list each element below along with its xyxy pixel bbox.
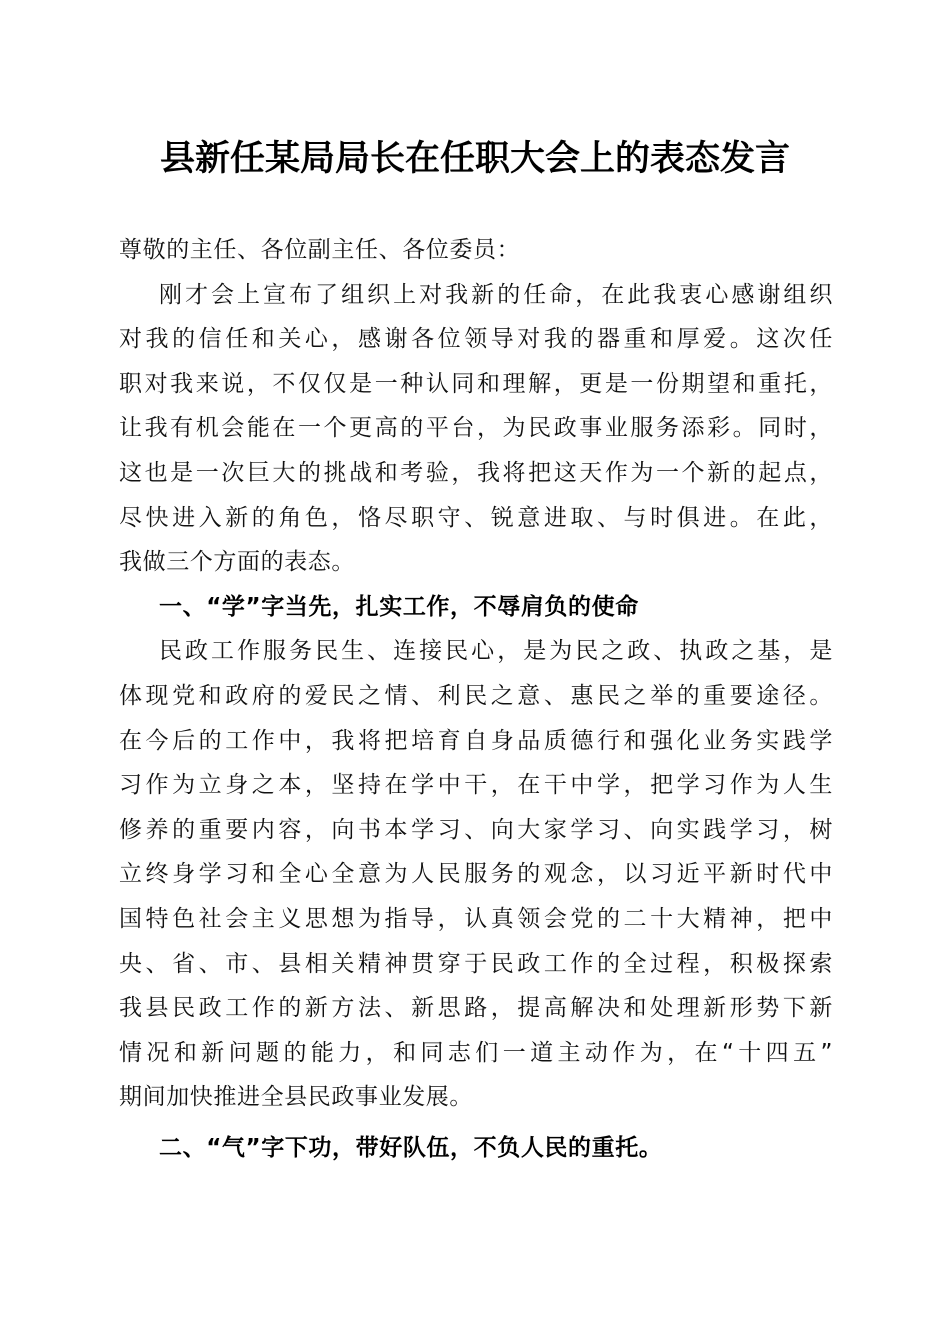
paragraph-line: 立终身学习和全心全意为人民服务的观念，以习近平新时代中 xyxy=(119,861,833,888)
paragraph-line: 我做三个方面的表态。 xyxy=(119,549,355,576)
section-heading: 一、“学”字当先，扎实工作，不辱肩负的使命 xyxy=(159,593,639,620)
paragraph-line: 期间加快推进全县民政事业发展。 xyxy=(119,1084,473,1111)
paragraph-line: 习作为立身之本，坚持在学中干，在干中学，把学习作为人生 xyxy=(119,772,833,799)
paragraph-line: 这也是一次巨大的挑战和考验，我将把这天作为一个新的起点， xyxy=(119,459,833,486)
paragraph-line: 体现党和政府的爱民之情、利民之意、惠民之举的重要途径。 xyxy=(119,682,833,709)
paragraph-line: 尽快进入新的角色，恪尽职守、锐意进取、与时俱进。在此， xyxy=(119,504,833,531)
paragraph-line: 对我的信任和关心，感谢各位领导对我的器重和厚爱。这次任 xyxy=(119,326,833,353)
paragraph-line: 国特色社会主义思想为指导，认真领会党的二十大精神，把中 xyxy=(119,905,833,932)
paragraph-line: 我县民政工作的新方法、新思路，提高解决和处理新形势下新 xyxy=(119,995,833,1022)
paragraph-line: 让我有机会能在一个更高的平台，为民政事业服务添彩。同时， xyxy=(119,415,833,442)
section-heading: 二、“气”字下功，带好队伍，不负人民的重托。 xyxy=(159,1134,663,1161)
paragraph-line: 央、省、市、县相关精神贯穿于民政工作的全过程，积极探索 xyxy=(119,950,833,977)
document-title: 县新任某局局长在任职大会上的表态发言 xyxy=(159,138,790,179)
paragraph-line: 在今后的工作中，我将把培育自身品质德行和强化业务实践学 xyxy=(119,727,833,754)
document-body xyxy=(119,228,833,1170)
paragraph-line: 修养的重要内容，向书本学习、向大家学习、向实践学习，树 xyxy=(119,816,833,843)
paragraph-line: 民政工作服务民生、连接民心，是为民之政、执政之基，是 xyxy=(159,638,833,665)
salutation: 尊敬的主任、各位副主任、各位委员： xyxy=(119,237,521,263)
paragraph-line: 情况和新问题的能力，和同志们一道主动作为，在“十四五” xyxy=(119,1039,833,1066)
paragraph-line: 刚才会上宣布了组织上对我新的任命，在此我衷心感谢组织 xyxy=(159,281,833,308)
paragraph-line: 职对我来说，不仅仅是一种认同和理解，更是一份期望和重托， xyxy=(119,370,833,397)
